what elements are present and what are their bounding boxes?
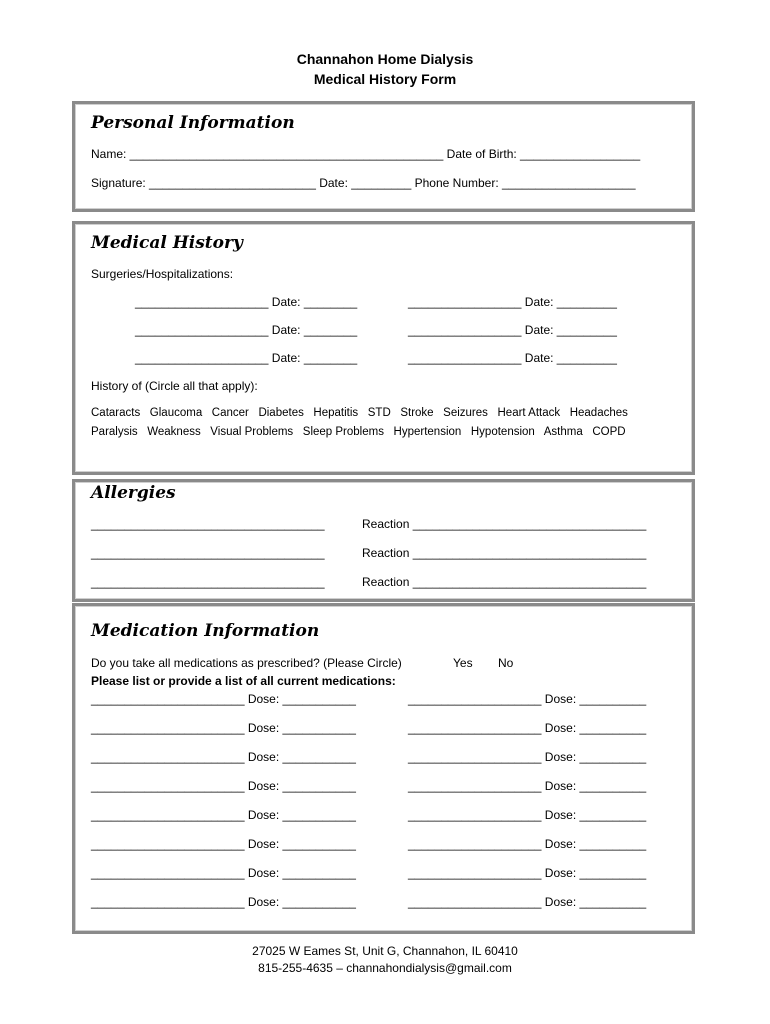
allergy-reaction[interactable]: Reaction ___________________________________ (362, 546, 647, 560)
signature-date-phone-line[interactable]: Signature: _________________________ Date: _________ Phone Number: ____________________ (91, 176, 636, 190)
history-label: History of (Circle all that apply): (91, 379, 258, 393)
medication-entry[interactable]: _______________________ Dose: ___________ (91, 837, 356, 851)
medication-entry[interactable]: ____________________ Dose: __________ (408, 779, 647, 793)
medication-entry[interactable]: _______________________ Dose: ___________ (91, 895, 356, 909)
surgery-entry[interactable]: ____________________ Date: ________ (135, 351, 358, 365)
medication-list-instruction: Please list or provide a list of all current medications: (91, 674, 396, 688)
medication-entry[interactable]: ____________________ Dose: __________ (408, 895, 647, 909)
form-title-line2: Medical History Form (313, 71, 457, 87)
surgery-entry[interactable]: _________________ Date: _________ (408, 351, 617, 365)
medication-entry[interactable]: ____________________ Dose: __________ (408, 692, 647, 706)
footer-contact: 815-255-4635 – channahondialysis@gmail.com (258, 961, 512, 975)
surgery-entry[interactable]: _________________ Date: _________ (408, 295, 617, 309)
allergy-blank[interactable]: ___________________________________ (91, 575, 325, 589)
medication-entry[interactable]: ____________________ Dose: __________ (408, 721, 647, 735)
name-dob-line[interactable]: Name: _______________________________________________ Date of Birth: __________________ (91, 147, 641, 161)
yes-option[interactable]: Yes (453, 656, 473, 670)
medication-info-section (72, 603, 695, 934)
conditions-row-1[interactable]: Cataracts Glaucoma Cancer Diabetes Hepatitis STD Stroke Seizures Heart Attack Headaches (91, 407, 628, 419)
surgery-entry[interactable]: ____________________ Date: ________ (135, 323, 358, 337)
conditions-row-2[interactable]: Paralysis Weakness Visual Problems Sleep Problems Hypertension Hypotension Asthma COPD (91, 426, 626, 438)
medication-entry[interactable]: ____________________ Dose: __________ (408, 837, 647, 851)
medication-entry[interactable]: _______________________ Dose: ___________ (91, 721, 356, 735)
allergy-reaction[interactable]: Reaction ___________________________________ (362, 517, 647, 531)
no-option[interactable]: No (498, 656, 514, 670)
footer-address: 27025 W Eames St, Unit G, Channahon, IL 60410 (252, 944, 518, 958)
allergy-blank[interactable]: ___________________________________ (91, 517, 325, 531)
allergy-reaction[interactable]: Reaction ___________________________________ (362, 575, 647, 589)
allergy-blank[interactable]: ___________________________________ (91, 546, 325, 560)
medical-history-heading: Medical History (91, 233, 243, 253)
allergies-heading: Allergies (91, 483, 176, 503)
medication-entry[interactable]: _______________________ Dose: ___________ (91, 866, 356, 880)
medication-entry[interactable]: _______________________ Dose: ___________ (91, 750, 356, 764)
surgery-entry[interactable]: _________________ Date: _________ (408, 323, 617, 337)
medication-info-heading: Medication Information (91, 621, 320, 641)
medication-entry[interactable]: ____________________ Dose: __________ (408, 750, 647, 764)
medication-entry[interactable]: _______________________ Dose: ___________ (91, 692, 356, 706)
surgery-entry[interactable]: ____________________ Date: ________ (135, 295, 358, 309)
form-title-line1: Channahon Home Dialysis (296, 51, 474, 67)
personal-info-heading: Personal Information (91, 113, 295, 133)
medication-entry[interactable]: ____________________ Dose: __________ (408, 808, 647, 822)
medication-entry[interactable]: _______________________ Dose: ___________ (91, 808, 356, 822)
prescribed-question: Do you take all medications as prescribed? (Please Circle) (91, 656, 402, 670)
medication-entry[interactable]: ____________________ Dose: __________ (408, 866, 647, 880)
surgeries-label: Surgeries/Hospitalizations: (91, 267, 234, 281)
medication-entry[interactable]: _______________________ Dose: ___________ (91, 779, 356, 793)
